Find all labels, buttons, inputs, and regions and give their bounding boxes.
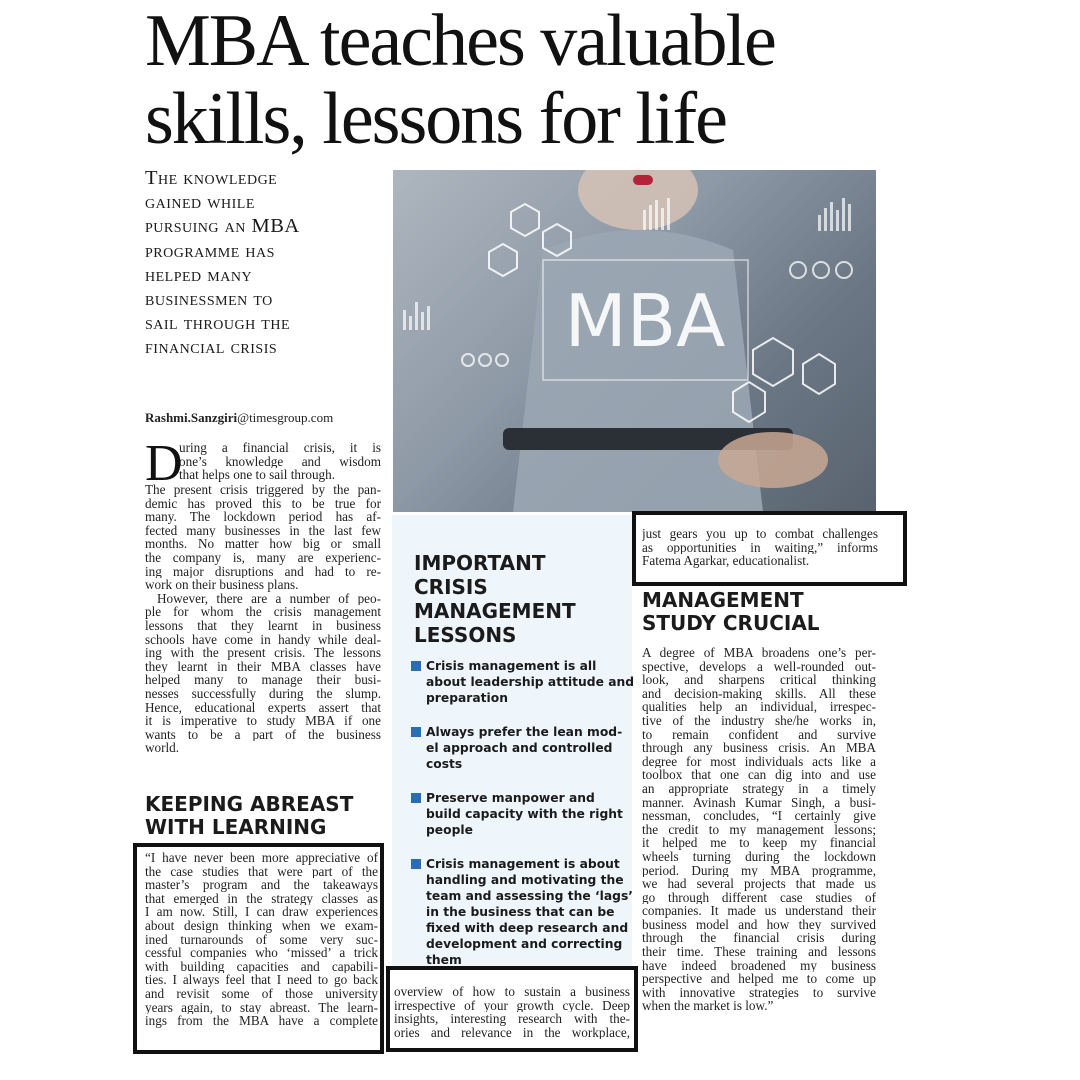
deck-line: pursuing an MBA — [145, 215, 300, 238]
sidebar-item-line: Preserve manpower and — [426, 791, 595, 805]
text-line: about design thinking when we exam- — [145, 918, 378, 933]
sidebar-title-line: MANAGEMENT — [414, 599, 576, 623]
sidebar-item-line: build capacity with the right — [426, 807, 623, 821]
sidebar-item-line: Crisis management is all — [426, 659, 597, 673]
deck-line: sail through the — [145, 312, 291, 335]
text-line: that emerged in the strategy classes as — [145, 891, 378, 906]
text-line: ing with the present crisis. The lessons — [145, 646, 381, 660]
sidebar-item-line: them — [426, 953, 462, 967]
sidebar-title-line: LESSONS — [414, 623, 517, 647]
text-line: ple for whom the crisis management — [145, 605, 381, 619]
text-line: I am now. Still, I can draw experiences — [145, 905, 378, 919]
section-heading-keeping-abreast — [145, 793, 353, 839]
sidebar-title-line: IMPORTANT — [414, 551, 546, 575]
square-bullet-icon — [411, 859, 421, 869]
text-line: cessful companies who ‘missed’ a trick — [145, 946, 378, 960]
text-line: demic has proved this to be true for — [145, 496, 381, 511]
byline — [145, 410, 385, 426]
sidebar-item-line: in the business that can be — [426, 905, 615, 919]
sidebar-list-item — [410, 658, 635, 706]
text-line: it is imperative to study MBA if one — [145, 714, 381, 728]
byline-name: Rashmi.Sanzgiri — [145, 410, 238, 425]
deck-line: programme has — [145, 239, 275, 262]
sidebar-item-line: fixed with deep research and — [426, 921, 629, 935]
text-line: ing major disruptions and had to re- — [145, 564, 381, 579]
highlight-box-col3 — [632, 511, 907, 586]
text-line: nessman, concludes, “I certainly give — [642, 809, 876, 823]
sidebar-item-line: development and correcting — [426, 937, 623, 951]
text-line: tive of the industry she/he works in, — [642, 713, 876, 728]
text-line: ined turnarounds of some very suc- — [145, 932, 378, 947]
text-line: the company is, many are experienc- — [145, 550, 381, 565]
text-line: ings from the MBA have a complete — [145, 1014, 378, 1028]
text-line: uring a financial crisis, it is — [179, 441, 381, 455]
text-line: nesses successfully during the slump. — [145, 686, 381, 701]
text-line: as opportunities in waiting,” informs — [642, 540, 878, 555]
text-line: work on their business plans. — [145, 578, 299, 592]
sidebar-title-line: CRISIS — [414, 575, 488, 599]
deck-line: gained while — [145, 191, 255, 214]
text-line: wheels turning during the lockdown — [642, 849, 876, 864]
text-line: Fatema Agarkar, educationalist. — [642, 554, 810, 568]
text-line: lessons that they learnt in business — [145, 618, 381, 633]
sidebar-item-line: about leadership attitude and — [426, 675, 635, 689]
sidebar-list-item — [410, 724, 630, 772]
text-line: schools have come in handy while deal- — [145, 632, 381, 647]
text-line: qualities help an individual, irrespec- — [642, 700, 876, 714]
deck-line: financial crisis — [145, 336, 278, 359]
text-line: helped many to manage their busi- — [145, 673, 381, 687]
text-line: world. — [145, 741, 180, 755]
column-1-body — [145, 435, 381, 755]
byline-domain: @timesgroup.com — [237, 410, 334, 425]
sidebar-item-line: handling and motivating the — [426, 873, 624, 887]
sidebar-item-line: el approach and controlled — [426, 741, 613, 755]
text-line: one’s knowledge and wisdom — [179, 454, 381, 469]
text-line: ories and relevance in the workplace, — [394, 1025, 630, 1040]
section-heading-management-study — [642, 589, 820, 635]
text-line: The present crisis triggered by the pan- — [145, 483, 381, 497]
mba-label: MBA — [564, 279, 726, 363]
square-bullet-icon — [411, 661, 421, 671]
text-line: toolbox that one can dig into and use — [642, 768, 876, 782]
text-line: the credit to my management lessons; — [642, 822, 876, 837]
heading-line: WITH LEARNING — [145, 815, 327, 839]
text-line: ties. I always feel that I need to go back — [145, 973, 378, 987]
text-line: master’s program and the takeaways — [145, 878, 378, 892]
text-line: insights, interesting research with the- — [394, 1012, 630, 1026]
text-line: months. No matter how big or small — [145, 537, 381, 551]
text-line: to remain confident and survive — [642, 727, 876, 742]
headline-line: skills, lessons for life — [145, 78, 726, 160]
heading-line: STUDY CRUCIAL — [642, 611, 820, 635]
text-line: companies. It made us understand their — [642, 904, 876, 918]
mba-tablet-photo — [393, 170, 876, 512]
heading-line: MANAGEMENT — [642, 588, 804, 612]
headline — [145, 2, 905, 158]
text-line: and revisit some of those university — [145, 986, 378, 1001]
text-line: spective, develops a well-rounded out- — [642, 659, 876, 674]
text-line: However, there are a number of peo- — [157, 591, 381, 606]
sidebar-title — [414, 551, 576, 647]
text-line: period. During my MBA programme, — [642, 863, 876, 878]
headline-line: MBA teaches valuable — [145, 0, 775, 82]
sidebar-item-line: Crisis management is about — [426, 857, 620, 871]
text-line: fected many businesses in the last few — [145, 523, 381, 538]
text-line: years again, to stay abreast. The learn- — [145, 1000, 378, 1015]
square-bullet-icon — [411, 793, 421, 803]
heading-line: KEEPING ABREAST — [145, 792, 354, 816]
highlight-box-col1 — [133, 843, 384, 1054]
text-line: manner. Avinash Kumar Singh, a busi- — [642, 795, 876, 810]
text-line: “I have never been more appreciative of — [145, 851, 378, 865]
text-line: go through different case studies of — [642, 890, 876, 905]
text-line: we had several projects that made us — [642, 877, 876, 891]
deck-line: The knowledge — [145, 167, 278, 189]
text-line: A degree of MBA broadens one’s per- — [642, 646, 876, 660]
text-line: an appropriate strategy in a timely — [642, 781, 876, 796]
photo-illustration — [393, 170, 876, 512]
text-line: the case studies that were part of the — [145, 864, 378, 879]
text-line: with innovative strategies to survive — [642, 985, 876, 1000]
drop-cap: D — [145, 435, 183, 492]
text-line: through any business crisis. An MBA — [642, 741, 876, 755]
column-3-body — [642, 646, 876, 1013]
deck — [145, 166, 380, 360]
sidebar-item-line: team and assessing the ‘lags’ — [426, 889, 633, 903]
sidebar-item-line: costs — [426, 757, 463, 771]
text-line: look, and sharpens critical thinking — [642, 673, 876, 687]
text-line: and decision-making skills. All these — [642, 686, 876, 701]
text-line: when the market is low.” — [642, 999, 774, 1014]
text-line: through the financial crisis during — [642, 931, 876, 946]
text-line: wants to be a part of the business — [145, 727, 381, 742]
sidebar-item-line: Always prefer the lean mod- — [426, 725, 623, 739]
square-bullet-icon — [411, 727, 421, 737]
deck-line: helped many — [145, 263, 253, 286]
text-line: degree for most individuals acts like a — [642, 754, 876, 769]
sidebar-item-line: people — [426, 823, 473, 837]
text-line: irrespective of your growth cycle. Deep — [394, 998, 630, 1013]
text-line: it helped me to keep my financial — [642, 836, 876, 850]
sidebar-list-item — [410, 790, 630, 838]
sidebar-list — [410, 658, 635, 986]
text-line: just gears you up to combat challenges — [642, 527, 878, 541]
text-line: business model and how they survived — [642, 917, 876, 932]
text-line: perspective and helped me to come up — [642, 972, 876, 986]
body-lines — [145, 483, 381, 755]
sidebar-crisis-lessons — [392, 515, 635, 967]
highlight-box-col2 — [386, 966, 638, 1052]
sidebar-item-line: preparation — [426, 691, 508, 705]
text-line: they learnt in their MBA classes have — [145, 659, 381, 674]
text-line: that helps one to sail through. — [179, 468, 336, 482]
text-line: have indeed broadened my business — [642, 958, 876, 973]
text-line: with building capacities and capabili- — [145, 959, 378, 974]
text-line: overview of how to sustain a business — [394, 985, 630, 999]
text-line: Hence, educational experts assert that — [145, 700, 381, 715]
deck-line: businessmen to — [145, 288, 273, 311]
sidebar-list-item — [410, 856, 633, 968]
text-line: many. The lockdown period has af- — [145, 510, 381, 524]
text-line: their time. These training and lessons — [642, 945, 876, 959]
